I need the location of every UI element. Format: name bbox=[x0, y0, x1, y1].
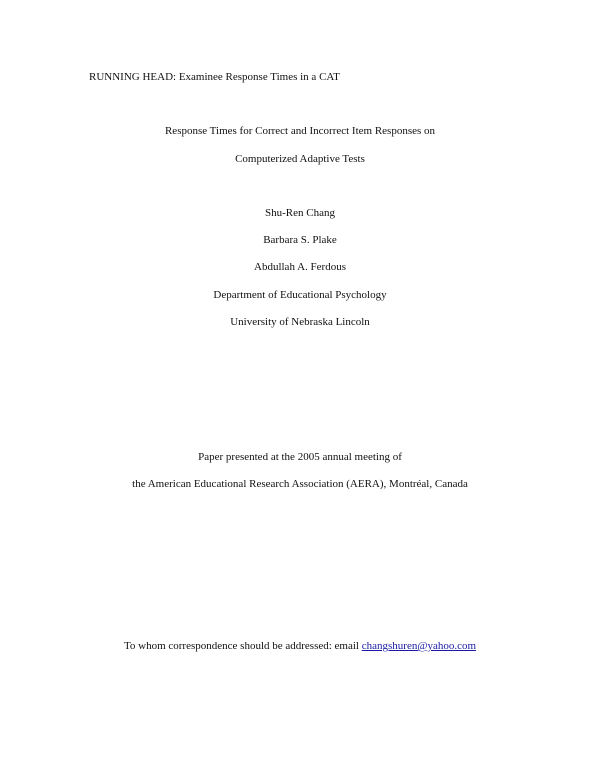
presentation-line-1: Paper presented at the 2005 annual meeting of bbox=[198, 451, 402, 463]
presentation-line-2: the American Educational Research Association (AERA), Montréal, Canada bbox=[132, 478, 468, 490]
title-line-1: Response Times for Correct and Incorrect Item Responses on bbox=[164, 125, 436, 137]
running-head: RUNNING HEAD: Examinee Response Times in a CAT bbox=[89, 71, 340, 83]
email-link[interactable]: changshuren@yahoo.com bbox=[361, 640, 477, 652]
author-2: Barbara S. Plake bbox=[263, 234, 337, 246]
author-1: Shu-Ren Chang bbox=[265, 207, 335, 219]
title-line-2: Computerized Adaptive Tests bbox=[235, 153, 365, 165]
university: University of Nebraska Lincoln bbox=[230, 316, 370, 328]
department: Department of Educational Psychology bbox=[213, 289, 387, 301]
correspondence-prefix: To whom correspondence should be addressed: email bbox=[123, 640, 362, 652]
correspondence-line bbox=[0, 639, 600, 653]
author-3: Abdullah A. Ferdous bbox=[254, 261, 346, 273]
